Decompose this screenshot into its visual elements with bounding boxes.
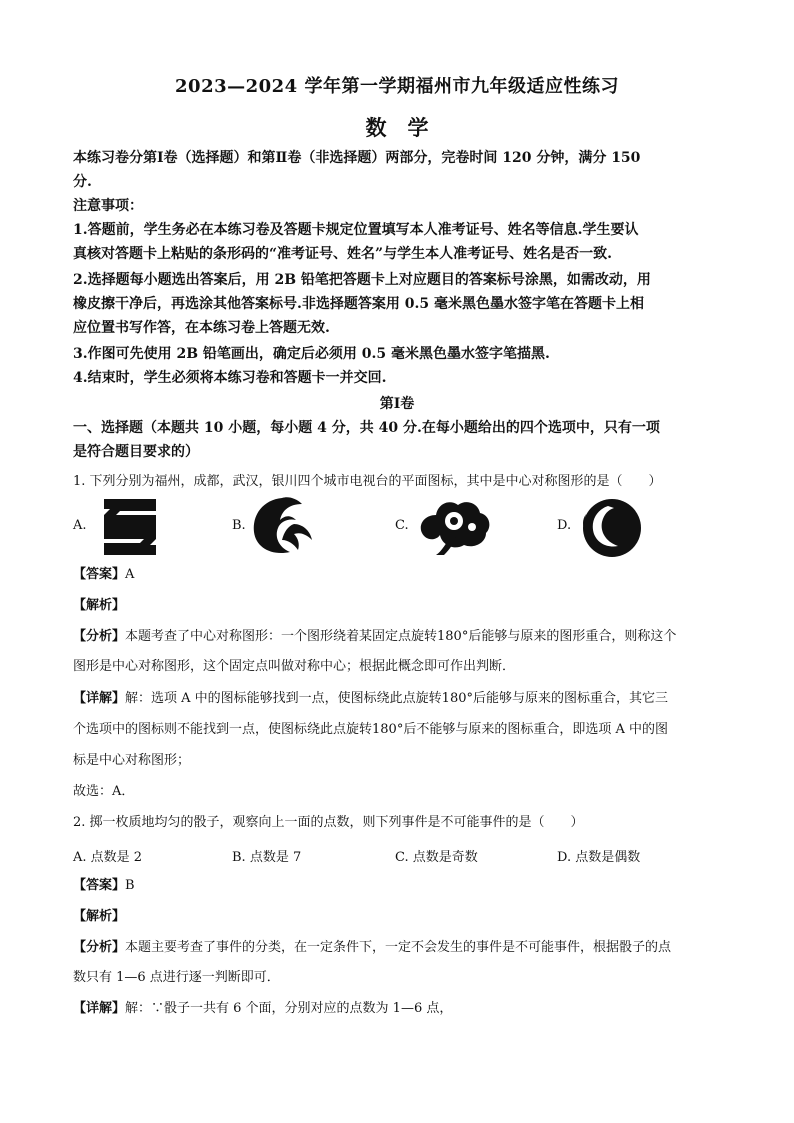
- q1-fenxi-1: [73, 625, 733, 649]
- q1-xiangjie-4: 故选：A．: [73, 784, 135, 799]
- q2-xiangjie-tag: 【详解】: [73, 1001, 126, 1016]
- q1-xiangjie-1: [73, 687, 733, 711]
- notice-1a: 1.答题前，学生务必在本练习卷及答题卡规定位置填写本人准考证号、姓名等信息.学生要认: [73, 222, 639, 238]
- q2-option-c: C. 点数是奇数: [395, 850, 478, 865]
- q1-jiexi-tag: 【解析】: [73, 598, 126, 613]
- q2-jiexi: [73, 905, 733, 929]
- intro-line-1: 本练习卷分第Ⅰ卷（选择题）和第Ⅱ卷（非选择题）两部分，完卷时间 120 分钟，满分 150: [73, 150, 641, 166]
- q1-answer-value: A: [125, 567, 135, 582]
- q2-stem: 2. 掷一枚质地均匀的骰子，观察向上一面的点数，则下列事件是不可能事件的是（ ）: [73, 815, 584, 830]
- q2-answer-tag: 【答案】: [73, 878, 126, 893]
- q1-answer-tag: 【答案】: [73, 567, 126, 582]
- notice-4: 4.结束时，学生必须将本练习卷和答题卡一并交回.: [73, 370, 387, 386]
- section-desc-1: 一、选择题（本题共 10 小题，每小题 4 分，共 40 分.在每小题给出的四个选项中，只有一项: [73, 420, 660, 436]
- q1-fenxi-2: 图形是中心对称图形，这个固定点叫做对称中心；根据此概念即可作出判断．: [73, 659, 516, 674]
- q2-option-d: D. 点数是偶数: [557, 850, 641, 865]
- q1-fenxi-text-1: 本题考查了中心对称图形：一个图形绕着某固定点旋转180°后能够与原来的图形重合，则称这个: [125, 629, 677, 644]
- notice-2c: 应位置书写作答，在本练习卷上答题无效.: [73, 320, 330, 336]
- q1-xiangjie-tag: 【详解】: [73, 691, 126, 706]
- notice-3: 3.作图可先使用 2B 铅笔画出，确定后必须用 0.5 毫米黑色墨水签字笔描黑.: [73, 346, 550, 362]
- q1-xiangjie-3: 标是中心对称图形；: [73, 753, 191, 768]
- q1-option-a-label: A.: [73, 518, 87, 533]
- q1-answer: [73, 563, 733, 587]
- q1-fenxi-tag: 【分析】: [73, 629, 126, 644]
- q2-fenxi-text-1: 本题主要考查了事件的分类，在一定条件下，一定不会发生的事件是不可能事件，根据骰子的点: [125, 940, 672, 955]
- notice-title: 注意事项：: [73, 198, 143, 214]
- notice-1b: 真核对答题卡上粘贴的条形码的“准考证号、姓名”与学生本人准考证号、姓名是否一致.: [73, 246, 612, 262]
- q2-answer-value: B: [125, 878, 135, 893]
- q2-option-b: B. 点数是 7: [232, 850, 302, 865]
- intro-line-2: 分.: [73, 174, 92, 190]
- section-desc-2: 是符合题目要求的）: [73, 444, 199, 460]
- q1-xiangjie-text-1: 解：选项 A 中的图标能够找到一点，使图标绕此点旋转180°后能够与原来的图标重合，其它三: [125, 691, 668, 706]
- q2-fenxi-1: [73, 936, 733, 960]
- section-title: 第Ⅰ卷: [379, 396, 415, 412]
- q2-xiangjie-text-1: 解：∵骰子一共有 6 个面，分别对应的点数为 1—6 点，: [125, 1001, 453, 1016]
- q1-option-c-label: C.: [395, 518, 409, 533]
- notice-2b: 橡皮擦干净后，再选涂其他答案标号.非选择题答案用 0.5 毫米黑色墨水签字笔在答题卡上相: [73, 296, 644, 312]
- q2-option-a: A. 点数是 2: [73, 850, 143, 865]
- exam-title: 2023—2024 学年第一学期福州市九年级适应性练习: [175, 76, 619, 97]
- chengdu-logo-icon: [250, 494, 316, 558]
- q1-option-d-label: D.: [557, 518, 572, 533]
- q2-xiangjie-1: [73, 997, 733, 1021]
- q1-xiangjie-2: 个选项中的图标则不能找到一点，使图标绕此点旋转180°后不能够与原来的图标重合，即选项 A 中的图: [73, 722, 668, 737]
- q2-fenxi-tag: 【分析】: [73, 940, 126, 955]
- q1-jiexi: [73, 594, 733, 618]
- yinchuan-logo-icon: [578, 496, 642, 558]
- q2-jiexi-tag: 【解析】: [73, 909, 126, 924]
- subject-title: 数 学: [365, 115, 429, 140]
- fuzhou-logo-icon: [100, 497, 160, 557]
- q1-option-b-label: B.: [232, 518, 246, 533]
- q1-stem: 1. 下列分别为福州，成都，武汉，银川四个城市电视台的平面图标，其中是中心对称图形的是（ ）: [73, 474, 662, 489]
- q2-answer: [73, 874, 733, 898]
- notice-2a: 2.选择题每小题选出答案后，用 2B 铅笔把答题卡上对应题目的答案标号涂黑，如需改动，用: [73, 272, 651, 288]
- q2-fenxi-2: 数只有 1—6 点进行逐一判断即可．: [73, 970, 280, 985]
- wuhan-logo-icon: [414, 495, 494, 557]
